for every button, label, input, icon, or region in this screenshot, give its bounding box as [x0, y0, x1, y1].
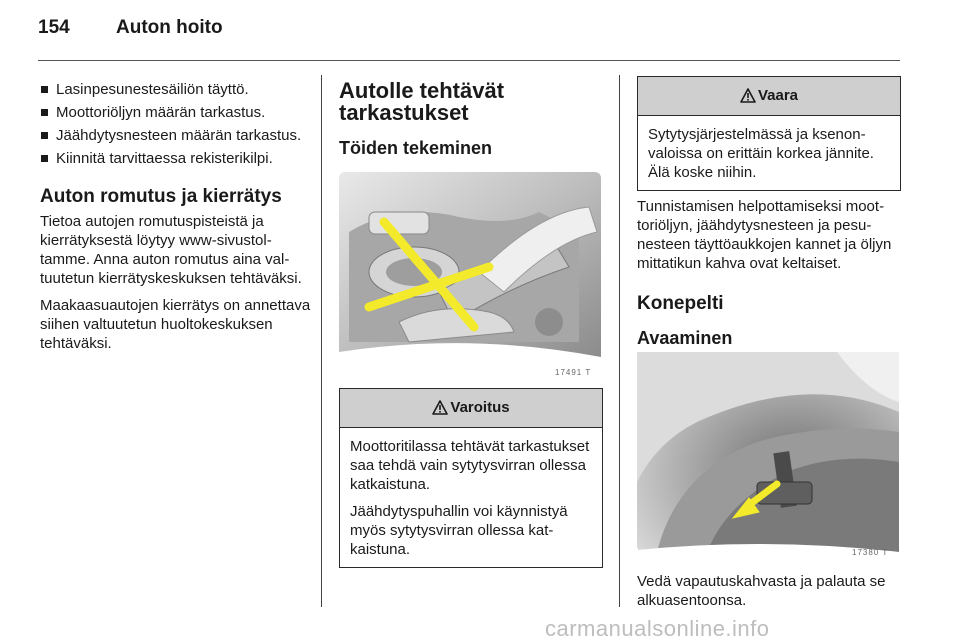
header-divider — [38, 60, 900, 61]
figure-code: 17380 T — [852, 548, 889, 557]
warning-body — [340, 428, 602, 567]
section-heading-hood: Konepelti — [637, 293, 724, 314]
warning-box — [339, 388, 603, 568]
subheading-work: Töiden tekeminen — [339, 138, 493, 158]
page-number: 154 — [38, 17, 70, 38]
engine-bay-illustration — [339, 172, 601, 378]
warning-title: Varoitus — [450, 399, 510, 416]
checklist — [40, 80, 312, 168]
danger-title: Vaara — [757, 87, 799, 104]
middle-column — [339, 80, 604, 159]
paragraph: Tunnistamisen helpottamiseksi moottoriöljyn, jäähdytysnesteen ja pesunesteen täyttöaukkojen kannet ja öljyn mittatikun kahva ovat keltaiset. — [637, 198, 892, 272]
right-column-text — [637, 197, 905, 349]
paragraph: Maakaasuautojen kierrätys on annettava siihen valtuutetun huoltokeskuksen tehtäväksi. — [40, 297, 311, 352]
subheading-opening: Avaaminen — [637, 328, 733, 348]
warning-header — [340, 389, 602, 428]
engine-bay-figure — [339, 172, 601, 378]
paragraph: Moottoritilassa tehtävät tarkastukset saa tehdä vain sytytysvirran ollessa katkaistuna. — [350, 438, 590, 493]
list-item: Jäähdytysnesteen määrän tarkastus. — [40, 126, 312, 145]
section-heading-recycling: Auton romutus ja kierrätys — [40, 186, 282, 207]
paragraph: Sytytysjärjestelmässä ja ksenonvaloissa on erittäin korkea jännite. Älä koske niihin. — [648, 126, 874, 181]
paragraph: Tietoa autojen romutuspisteistä ja kierrätyksestä löytyy www-sivustoltamme. Anna auton romutus aina valtuutetun kierrätyskeskuksen tehtäväksi. — [40, 213, 302, 287]
right-bottom-text — [637, 572, 905, 618]
warning-triangle-icon — [740, 88, 756, 103]
list-item: Lasinpesunestesäiliön täyttö. — [40, 80, 312, 99]
column-divider-left — [321, 75, 322, 607]
danger-body — [638, 116, 900, 190]
main-heading: Autolle tehtävät tarkastukset — [339, 78, 505, 125]
watermark: carmanualsonline.info — [545, 616, 770, 641]
danger-header — [638, 77, 900, 116]
hood-release-illustration — [637, 352, 899, 564]
page-title: Auton hoito — [116, 17, 223, 38]
warning-triangle-icon — [432, 400, 448, 415]
list-item: Kiinnitä tarvittaessa rekisterikilpi. — [40, 149, 312, 168]
hood-release-figure — [637, 352, 899, 564]
danger-box — [637, 76, 901, 191]
paragraph: Jäähdytyspuhallin voi käynnistyä myös sytytysvirran ollessa katkaistuna. — [350, 503, 568, 558]
column-divider-right — [619, 75, 620, 607]
list-item: Moottoriöljyn määrän tarkastus. — [40, 103, 312, 122]
paragraph: Vedä vapautuskahvasta ja palauta se alkuasentoonsa. — [637, 573, 886, 609]
left-column — [40, 80, 312, 361]
figure-code: 17491 T — [555, 368, 592, 377]
